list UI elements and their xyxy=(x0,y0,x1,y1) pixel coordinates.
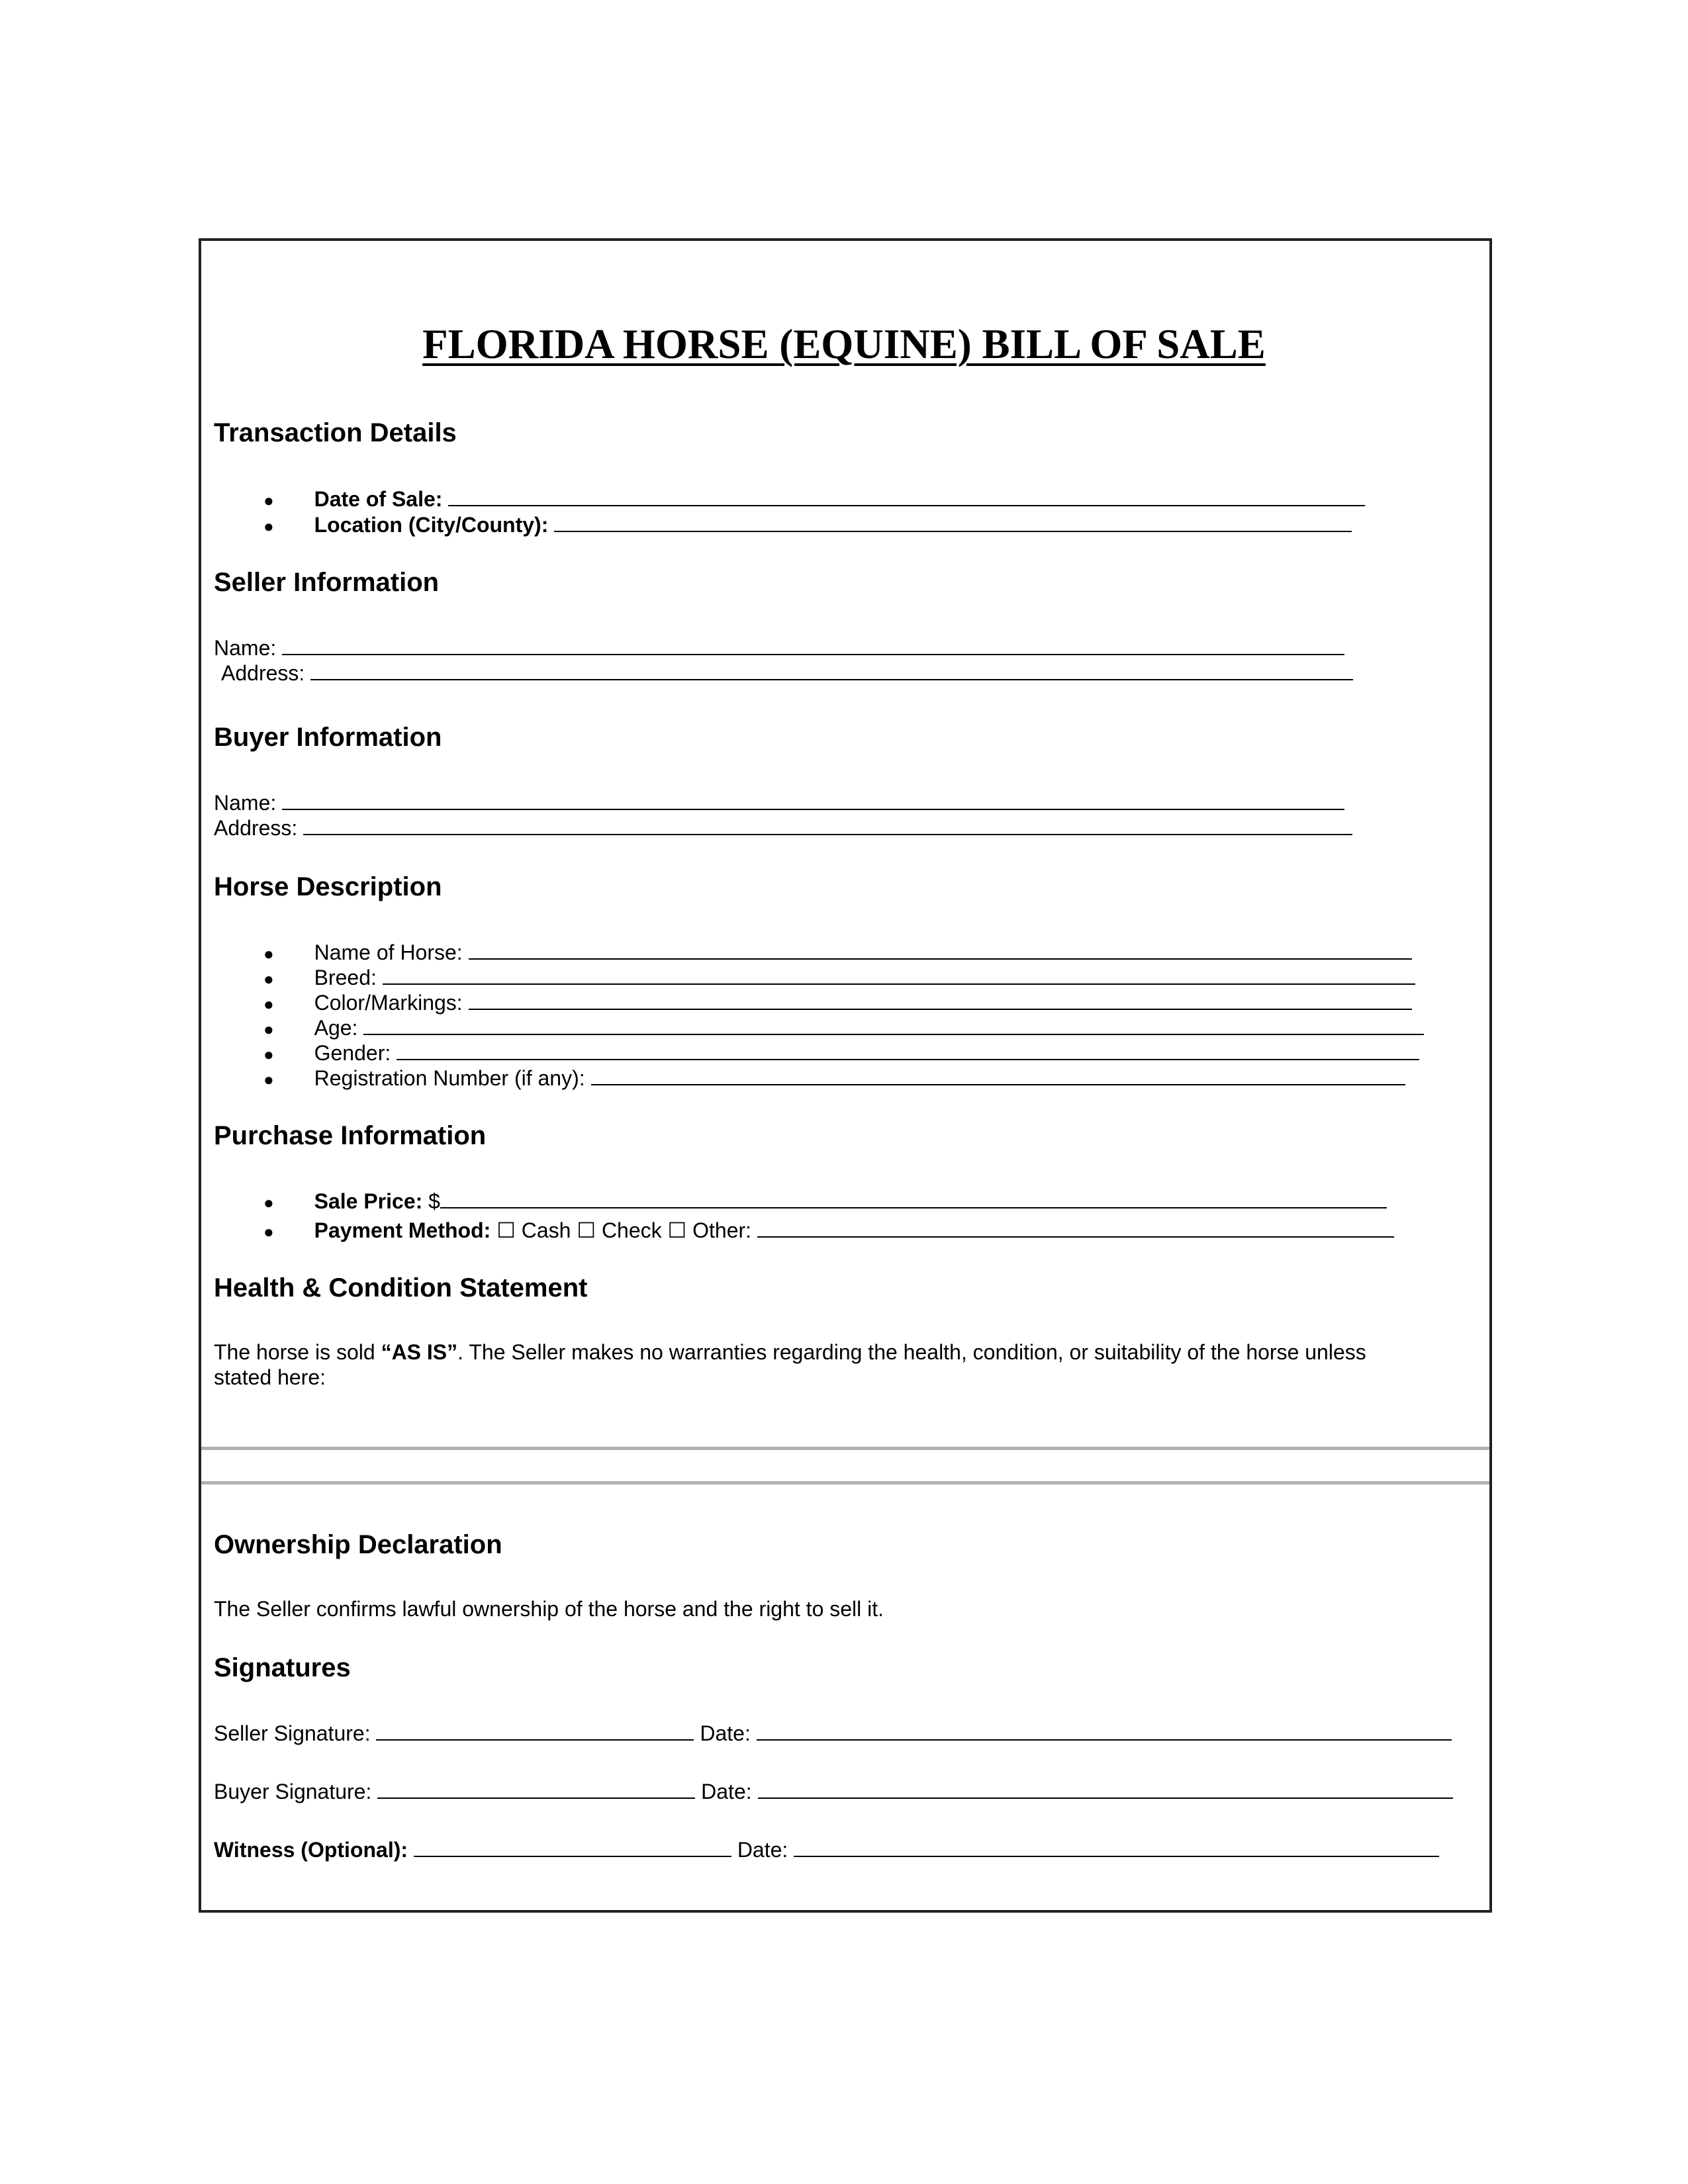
payment-method-label: Payment Method: xyxy=(314,1218,491,1242)
seller-address-field[interactable] xyxy=(310,659,1353,680)
sale-price-row xyxy=(263,1187,1387,1215)
bullet-icon: ● xyxy=(263,1019,274,1039)
bullet-icon: ● xyxy=(263,516,274,536)
health-statement-line1 xyxy=(214,1340,1366,1365)
age-field[interactable] xyxy=(363,1014,1424,1035)
cash-checkbox[interactable]: ☐ Cash xyxy=(496,1218,571,1242)
horse-name-row xyxy=(263,938,1412,966)
transaction-details-heading: Transaction Details xyxy=(214,418,457,447)
buyer-name-field[interactable] xyxy=(282,789,1344,810)
bullet-icon: ● xyxy=(263,1069,274,1089)
date-of-sale-label: Date of Sale: xyxy=(314,487,443,511)
registration-label: Registration Number (if any): xyxy=(314,1066,585,1090)
buyer-signature-field[interactable] xyxy=(377,1778,695,1799)
date-of-sale-row xyxy=(263,485,1365,513)
registration-row xyxy=(263,1064,1405,1092)
horse-description-heading: Horse Description xyxy=(214,872,442,901)
seller-signature-row xyxy=(214,1719,1452,1746)
ownership-statement: The Seller confirms lawful ownership of the horse and the right to sell it. xyxy=(214,1597,884,1621)
buyer-date-label: Date: xyxy=(701,1780,752,1803)
seller-name-field[interactable] xyxy=(282,634,1344,655)
age-label: Age: xyxy=(314,1016,358,1040)
buyer-signature-row xyxy=(214,1778,1453,1804)
location-field[interactable] xyxy=(554,511,1352,532)
buyer-address-label: Address: xyxy=(214,816,298,840)
witness-signature-label: Witness (Optional): xyxy=(214,1838,408,1862)
date-of-sale-field[interactable] xyxy=(448,485,1365,506)
breed-row xyxy=(263,964,1415,991)
signatures-heading: Signatures xyxy=(214,1653,351,1682)
buyer-name-label: Name: xyxy=(214,791,277,815)
seller-address-row xyxy=(221,659,1353,686)
sale-price-field[interactable] xyxy=(440,1187,1387,1208)
sale-price-label: Sale Price: xyxy=(314,1189,423,1213)
purchase-information-heading: Purchase Information xyxy=(214,1121,487,1150)
color-markings-field[interactable] xyxy=(469,989,1412,1010)
payment-method-row xyxy=(263,1216,1394,1244)
health-statement-line2: stated here: xyxy=(214,1365,326,1389)
bullet-icon: ● xyxy=(263,490,274,510)
health-text-after: . The Seller makes no warranties regarding the health, condition, or suitability of the horse unless xyxy=(457,1340,1366,1364)
document-title: FLORIDA HORSE (EQUINE) BILL OF SALE xyxy=(422,321,1266,367)
currency-symbol: $ xyxy=(428,1189,440,1213)
witness-date-label: Date: xyxy=(737,1838,788,1862)
bullet-icon: ● xyxy=(263,944,274,964)
color-markings-row xyxy=(263,989,1412,1017)
age-row xyxy=(263,1014,1424,1042)
seller-address-label: Address: xyxy=(221,661,305,685)
color-markings-label: Color/Markings: xyxy=(314,991,463,1015)
gender-label: Gender: xyxy=(314,1041,391,1065)
witness-signature-field[interactable] xyxy=(414,1836,731,1857)
seller-information-heading: Seller Information xyxy=(214,568,440,597)
seller-date-label: Date: xyxy=(700,1721,751,1745)
bullet-icon: ● xyxy=(263,994,274,1014)
buyer-name-row xyxy=(214,789,1344,815)
location-label: Location (City/County): xyxy=(314,513,549,537)
seller-name-label: Name: xyxy=(214,636,277,660)
seller-date-field[interactable] xyxy=(757,1719,1452,1741)
gender-field[interactable] xyxy=(397,1039,1419,1060)
bullet-icon: ● xyxy=(263,969,274,989)
bullet-icon: ● xyxy=(263,1222,274,1242)
buyer-information-heading: Buyer Information xyxy=(214,723,442,752)
bullet-icon: ● xyxy=(263,1044,274,1064)
health-condition-heading: Health & Condition Statement xyxy=(214,1273,588,1302)
as-is-text: “AS IS” xyxy=(381,1340,458,1364)
check-checkbox[interactable]: ☐ Check xyxy=(577,1218,662,1242)
seller-name-row xyxy=(214,634,1344,660)
buyer-date-field[interactable] xyxy=(758,1778,1453,1799)
witness-date-field[interactable] xyxy=(794,1836,1439,1857)
divider-line xyxy=(201,1481,1489,1484)
health-text-before: The horse is sold xyxy=(214,1340,381,1364)
buyer-signature-label: Buyer Signature: xyxy=(214,1780,372,1803)
seller-signature-field[interactable] xyxy=(376,1719,694,1741)
gender-row xyxy=(263,1039,1419,1067)
location-row xyxy=(263,511,1352,539)
buyer-address-row xyxy=(214,814,1352,841)
other-checkbox[interactable]: ☐ Other: xyxy=(667,1218,752,1242)
breed-label: Breed: xyxy=(314,966,377,989)
buyer-address-field[interactable] xyxy=(303,814,1352,835)
divider-line xyxy=(201,1447,1489,1450)
horse-name-field[interactable] xyxy=(469,938,1412,960)
witness-signature-row xyxy=(214,1836,1439,1862)
bullet-icon: ● xyxy=(263,1193,274,1212)
other-payment-field[interactable] xyxy=(757,1216,1394,1238)
seller-signature-label: Seller Signature: xyxy=(214,1721,371,1745)
horse-name-label: Name of Horse: xyxy=(314,940,463,964)
ownership-declaration-heading: Ownership Declaration xyxy=(214,1530,502,1559)
breed-field[interactable] xyxy=(383,964,1415,985)
registration-field[interactable] xyxy=(591,1064,1405,1085)
